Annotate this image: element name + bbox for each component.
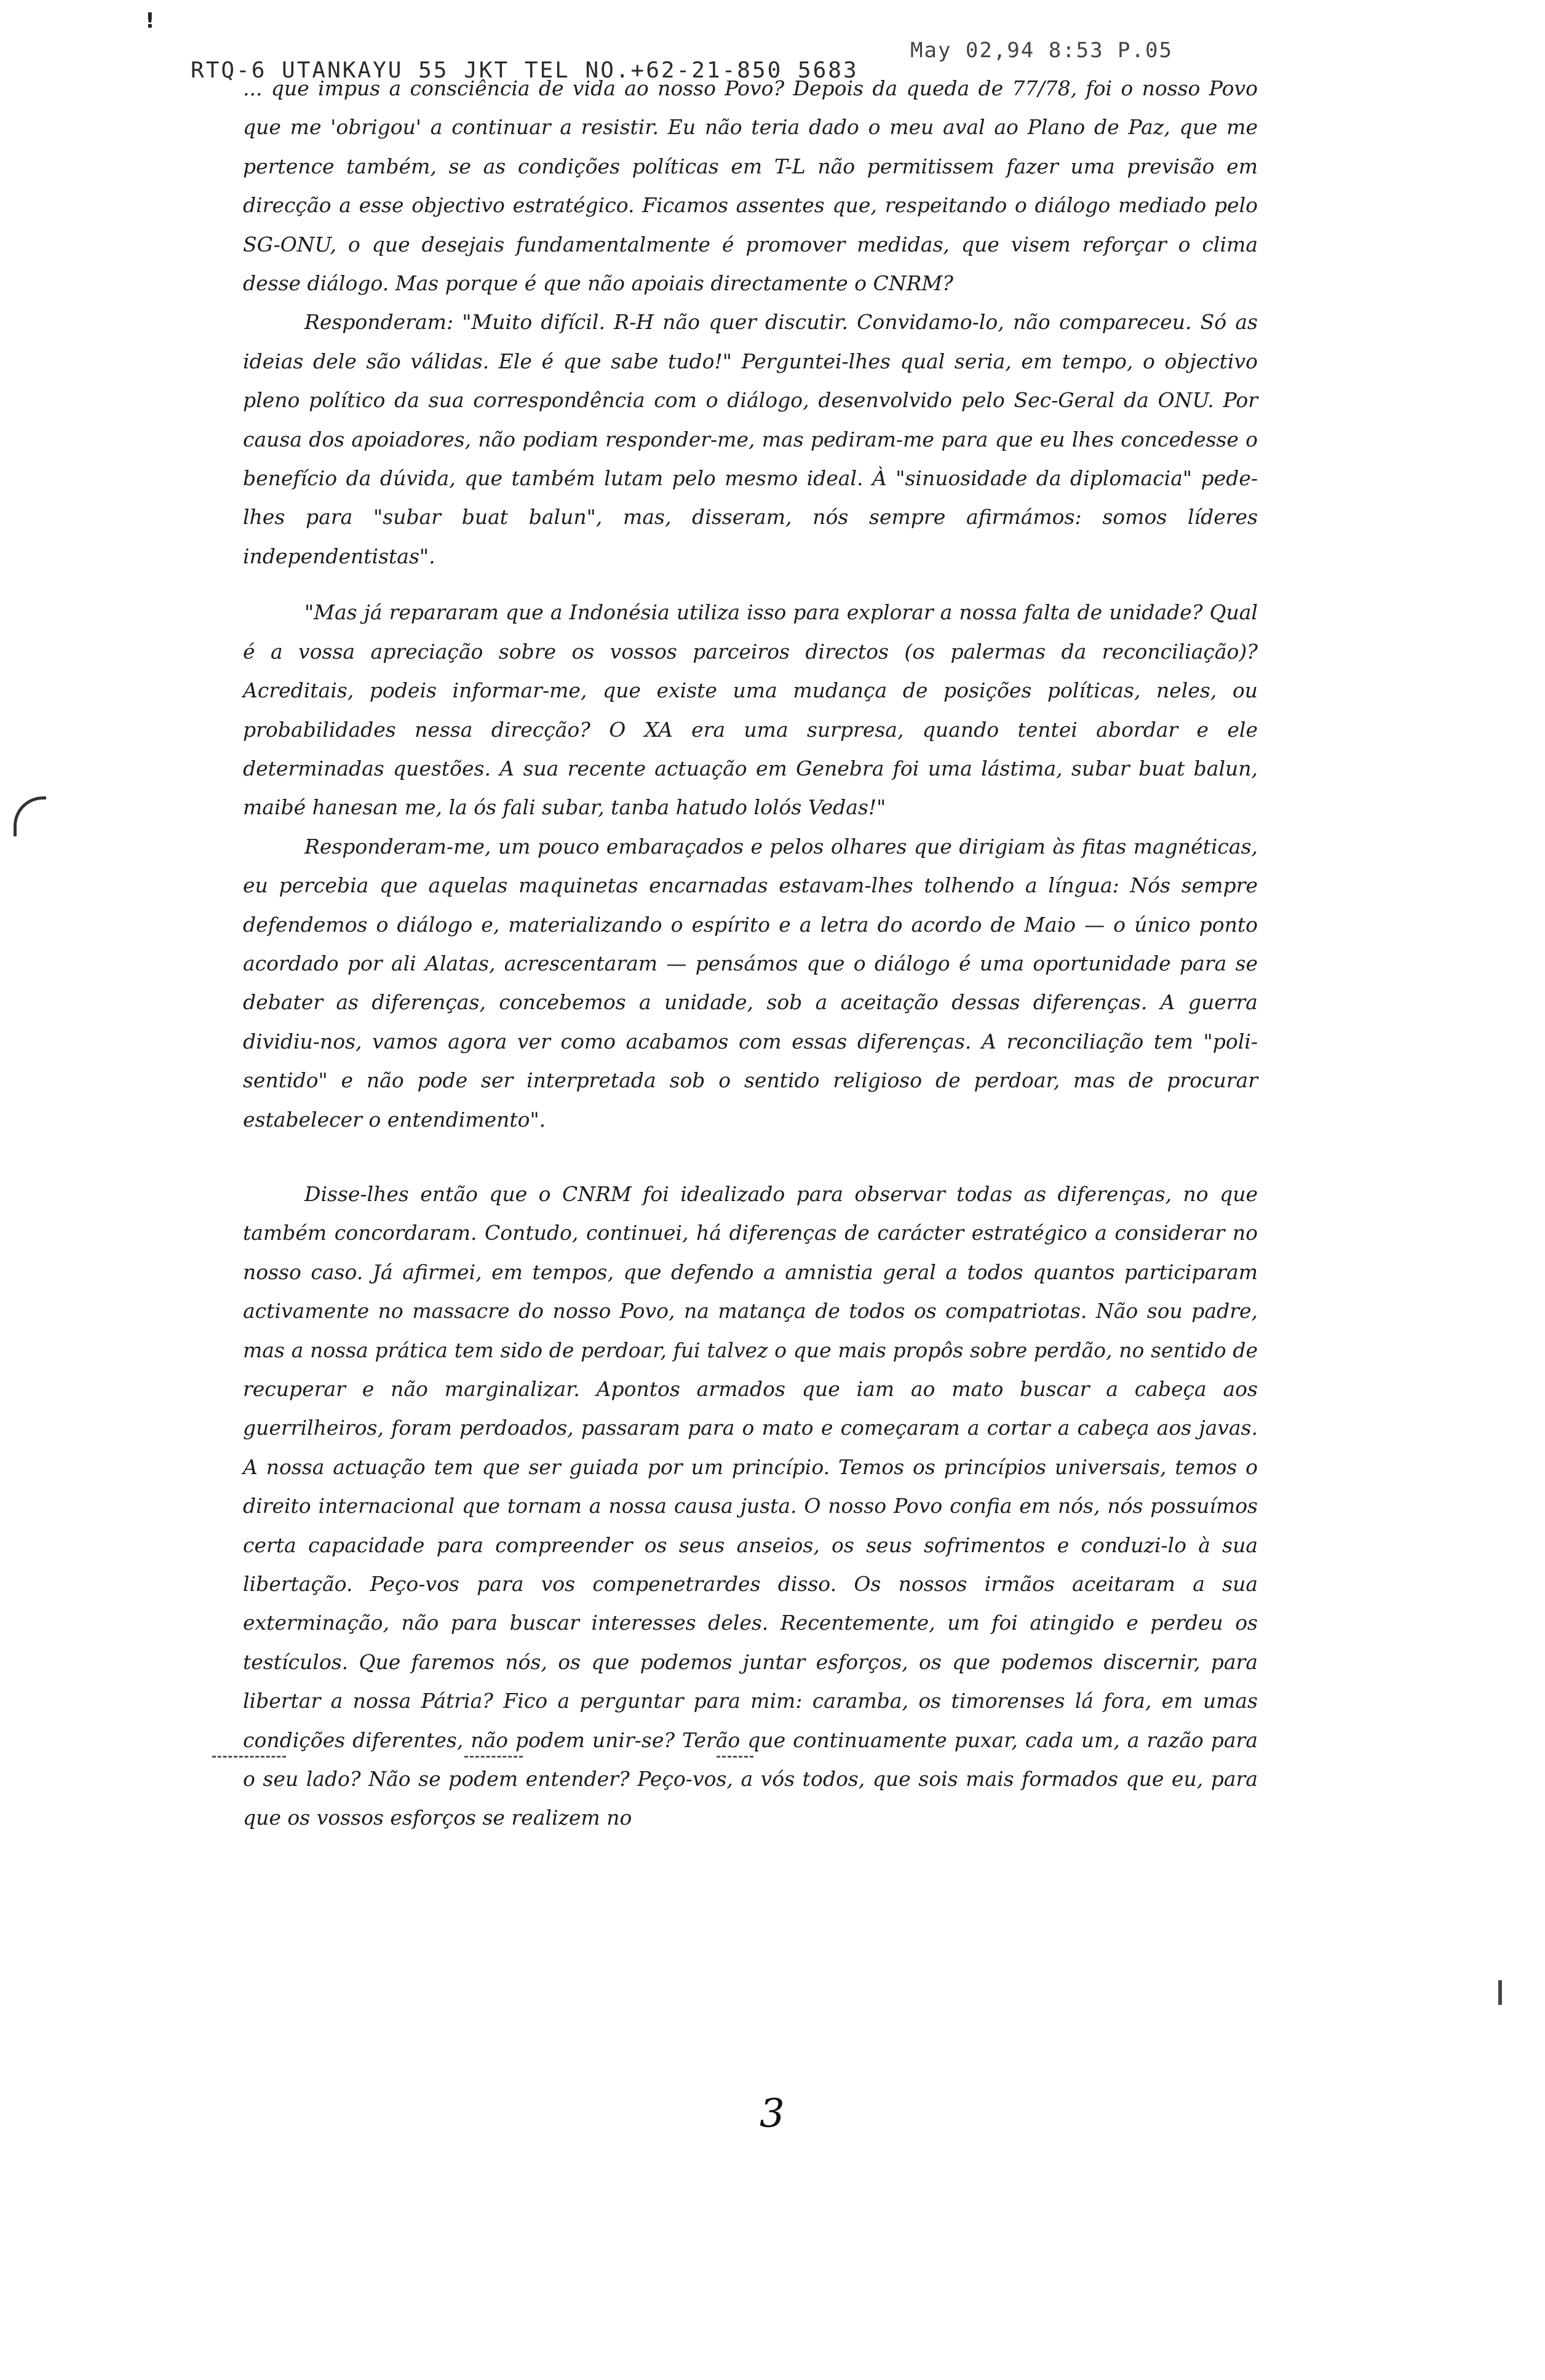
paragraph-3: "Mas já repararam que a Indonésia utiliza isso para explorar a nossa falta de unidade? Qual é a vossa apreciação sobre os vossos parceiros directos (os palermas da reconciliação)? Acreditais, podeis informar-me, que existe uma mudança de posições políticas, neles, ou probabilidades nessa direcção? O XA era uma surpresa, quando tentei abordar e ele determinadas questões. A sua recente actuação em Genebra foi uma lástima, subar buat balun, maibé hanesan me, la ós fali subar, tanba hatudo lolós Vedas!" (243, 600, 1258, 820)
scan-artifact (1498, 1980, 1502, 2005)
fax-scan-line (212, 1756, 286, 1758)
margin-bracket-mark (14, 796, 46, 836)
paragraph-5: Disse-lhes então que o CNRM foi idealizado para observar todas as diferenças, no que também concordaram. Contudo, continuei, há diferenças de carácter estratégico a considerar no nosso caso. Já afirmei, em tempos, que defendo a amnistia geral a todos quantos participaram activamente no massacre do nosso Povo, na matança de todos os compatriotas. Não sou padre, mas a nossa prática tem sido de perdoar, fui talvez o que mais propôs sobre perdão, no sentido de recuperar e não marginalizar. Apontos armados que iam ao mato buscar a cabeça aos guerrilheiros, foram perdoados, passaram para o mato e começaram a cortar a cabeça aos javas. A nossa actuação tem que ser guiada por um princípio. Temos os princípios universais, temos o direito internacional que tornam a nossa causa justa. O nosso Povo confia em nós, nós possuímos certa capacidade para compreender os seus anseios, os seus sofrimentos e conduzi-lo à sua libertação. Peço-vos para vos compenetrardes disso. Os nossos irmãos aceitaram a sua exterminação, não para buscar interesses deles. Recentemente, um foi atingido e perdeu os testículos. Que faremos nós, os que podemos juntar esforços, os que podemos discernir, para libertar a nossa Pátria? Fico a perguntar para mim: caramba, os timorenses lá fora, em umas condições diferentes, não podem unir-se? Terão que continuamente puxar, cada um, a razão para o seu lado? Não se podem entender? Peço-vos, a vós todos, que sois mais formados que eu, para que os vossos esforços se realizem no (243, 1181, 1258, 1830)
fax-scan-line (717, 1756, 753, 1758)
fax-scan-line (464, 1756, 523, 1758)
fax-timestamp: May 02,94 8:53 P.05 (910, 38, 1173, 63)
fax-mark: ! (145, 9, 155, 33)
fax-transmission-header: RTQ-6 UTANKAYU 55 JKT TEL NO.+62-21-850 5683 (191, 58, 859, 83)
handwritten-letter-body (243, 69, 1258, 1838)
page-number: 3 (760, 2091, 785, 2136)
paragraph-1: ... que impus a consciência de vida ao nosso Povo? Depois da queda de 77/78, foi o nosso Povo que me 'obrigou' a continuar a resistir. Eu não teria dado o meu aval ao Plano de Paz, que me pertence também, se as condições políticas em T-L não permitissem fazer uma previsão em direcção a esse objectivo estratégico. Ficamos assentes que, respeitando o diálogo mediado pelo SG-ONU, o que desejais fundamentalmente é promover medidas, que visem reforçar o clima desse diálogo. Mas porque é que não apoiais directamente o CNRM? (243, 76, 1258, 296)
paragraph-2: Responderam: "Muito difícil. R-H não quer discutir. Convidamo-lo, não compareceu. Só as ideias dele são válidas. Ele é que sabe tudo!" Perguntei-lhes qual seria, em tempo, o objectivo pleno político da sua correspondência com o diálogo, desenvolvido pelo Sec-Geral da ONU. Por causa dos apoiadores, não podiam responder-me, mas pediram-me para que eu lhes concedesse o benefício da dúvida, que também lutam pelo mesmo ideal. À "sinuosidade da diplomacia" pede-lhes para "subar buat balun", mas, disseram, nós sempre afirmámos: somos líderes independentistas". (243, 310, 1258, 568)
paragraph-4: Responderam-me, um pouco embaraçados e pelos olhares que dirigiam às fitas magnéticas, eu percebia que aquelas maquinetas encarnadas estavam-lhes tolhendo a língua: Nós sempre defendemos o diálogo e, materializando o espírito e a letra do acordo de Maio — o único ponto acordado por ali Alatas, acrescentaram — pensámos que o diálogo é uma oportunidade para se debater as diferenças, concebemos a unidade, sob a aceitação dessas diferenças. A guerra dividiu-nos, vamos agora ver como acabamos com essas diferenças. A reconciliação tem "poli-sentido" e não pode ser interpretada sob o sentido religioso de perdoar, mas de procurar estabelecer o entendimento". (243, 834, 1258, 1132)
